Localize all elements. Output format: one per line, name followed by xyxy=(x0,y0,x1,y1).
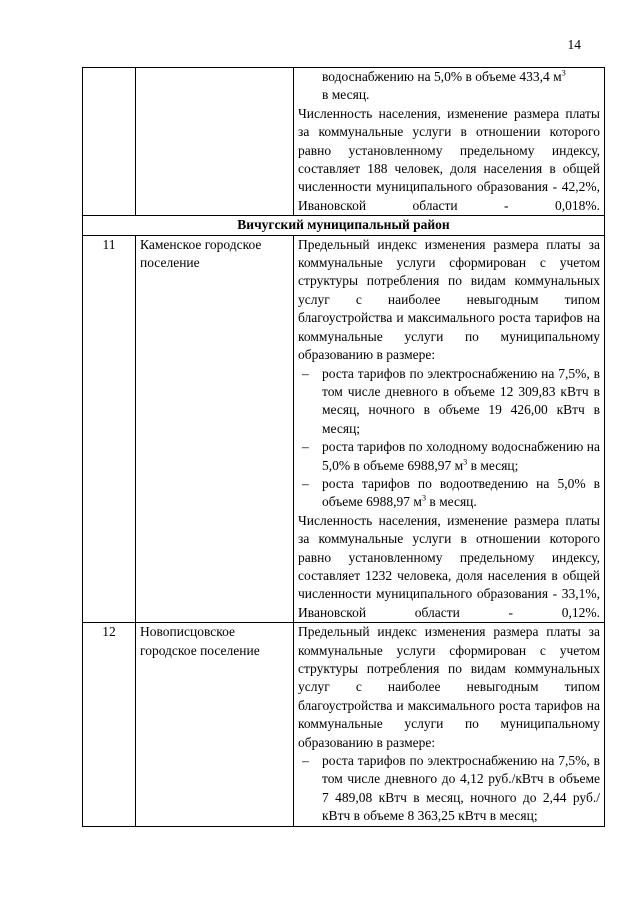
municipality-name: Каменское городское поселение xyxy=(136,235,294,623)
dash-marker: – xyxy=(302,365,309,381)
bullet-item xyxy=(298,438,600,475)
continued-bullet: водоснабжению на 5,0% в объеме 433,4 $м^3$ xyxy=(322,68,566,84)
dash-marker: – xyxy=(302,753,309,769)
municipality-name: Новописцовское городское поселение xyxy=(136,623,294,826)
row-number: 11 xyxy=(83,235,136,623)
intro-paragraph: Предельный индекс изменения размера платы за коммунальные услуги сформирован с учетом структуры потребления по видам коммунальных услуг с наиболее невыгодным типом благоустройства и максимального роста тарифов на коммунальные услуги по муниципальному образованию в размере: xyxy=(298,236,600,363)
dash-marker: – xyxy=(302,475,309,491)
table-row xyxy=(83,623,605,826)
page-number: 14 xyxy=(567,37,581,52)
continued-bullet-end: в месяц. xyxy=(322,87,370,103)
municipality-cell xyxy=(136,68,294,216)
table-row xyxy=(83,68,605,216)
bullet-text: роста тарифов по электроснабжению на 7,5%, в том числе дневного до 4,12 руб./кВтч в объеме 7 489,08 кВтч в месяц, ночного до 2,44 руб./кВтч в объеме 8 363,25 кВтч в месяц; xyxy=(322,753,600,824)
row-number: 12 xyxy=(83,623,136,826)
section-title: Вичугский муниципальный район xyxy=(83,216,605,235)
population-paragraph: Численность населения, изменение размера платы за коммунальные услуги в отношении которого равно установленному предельному индексу, составляет 1232 человека, доля населения в общей численности муниципального образования - 33,1%, Ивановской области - 0,12%. xyxy=(298,512,600,620)
bullet-text: роста тарифов по водоотведению на 5,0% в объеме 6988,97 $м^3$ в месяц. xyxy=(322,475,600,510)
intro-paragraph: Предельный индекс изменения размера платы за коммунальные услуги сформирован с учетом структуры потребления по видам коммунальных услуг с наиболее невыгодным типом благоустройства и максимального роста тарифов на коммунальные услуги по муниципальному образованию в размере: xyxy=(298,624,600,750)
table-row xyxy=(83,235,605,623)
description-cell xyxy=(294,235,605,623)
description-cell xyxy=(294,623,605,826)
dash-marker: – xyxy=(302,439,309,455)
tariff-table xyxy=(82,67,605,827)
bullet-item xyxy=(298,365,600,439)
row-number-cell xyxy=(83,68,136,216)
section-header-row xyxy=(83,216,605,235)
bullet-text: роста тарифов по холодному водоснабжению на 5,0% в объеме 6988,97 $м^3$ в месяц; xyxy=(322,439,600,473)
population-paragraph: Численность населения, изменение размера платы за коммунальные услуги в отношении которого равно установленному предельному индексу, составляет 188 человек, доля населения в общей численности муниципального образования - 42,2%, Ивановской области - 0,018%. xyxy=(298,105,600,213)
bullet-text: роста тарифов по электроснабжению на 7,5%, в том числе дневного в объеме 12 309,83 кВтч в месяц, ночного в объеме 19 426,00 кВтч в месяц; xyxy=(322,365,600,436)
description-cell xyxy=(294,68,605,216)
bullet-item xyxy=(298,752,600,826)
bullet-item xyxy=(298,475,600,512)
